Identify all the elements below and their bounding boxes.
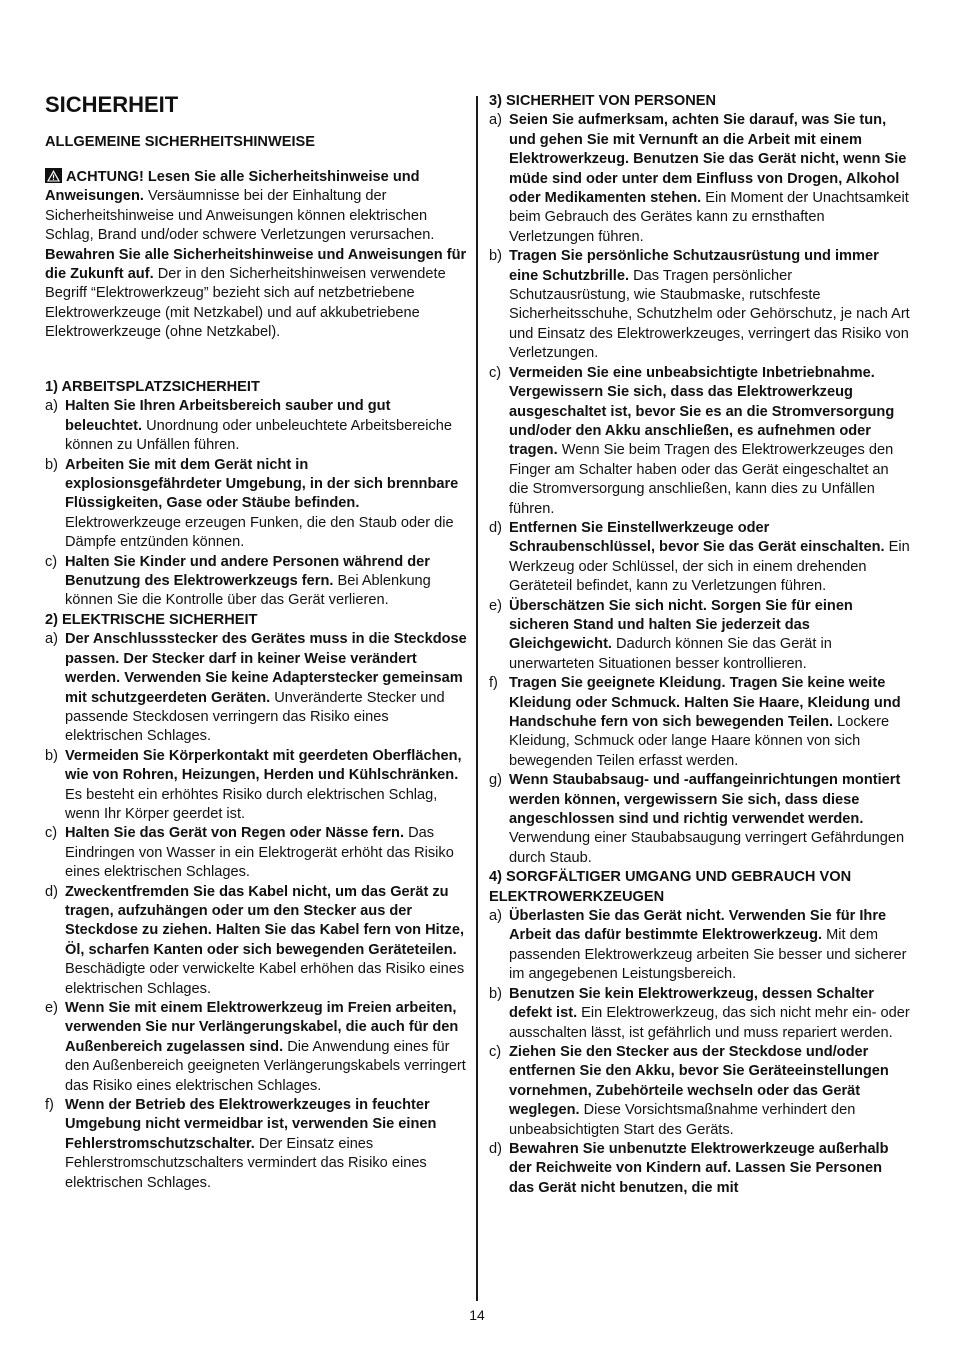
item-letter: e)	[45, 1000, 58, 1016]
page-number: 14	[469, 1307, 485, 1323]
item-letter: c)	[45, 553, 58, 570]
item-text: Die Anwendung eines für den Außenbereich geeigneten Verlängerungskabels verringert das Risiko eines elektrischen Schlages.	[65, 1038, 466, 1094]
general-keep-text: Der in den Sicherheitshinweisen verwendete Begriff “Elektrowerkzeug” bezieht sich auf netzbetriebene Elektrowerkzeuge (mit Netzkabel) und auf akkubetriebene Elektrowerkzeuge (ohne Netzkabel).	[45, 266, 446, 341]
section-heading: 1) ARBEITSPLATZSICHERHEIT	[45, 379, 260, 395]
item-bold: Halten Sie Kinder und andere Personen während der Benutzung des Elektrowerkzeugs fern.	[65, 553, 430, 590]
list-item	[45, 999, 467, 1096]
section-1	[45, 378, 467, 1193]
item-letter: f)	[45, 1097, 54, 1114]
item-bold: Vermeiden Sie eine unbeabsichtigte Inbetriebnahme. Vergewissern Sie sich, dass das Elektrowerkzeug ausgeschaltet ist, bevor Sie es an die Stromversorgung und/oder den Akku anschließen, es aufnehmen oder tragen.	[509, 364, 895, 459]
section-3	[489, 92, 911, 1198]
item-bold: Überlasten Sie das Gerät nicht. Verwenden Sie für Ihre Arbeit das dafür bestimmte Elektrowerkzeug.	[509, 908, 887, 944]
item-bold: Halten Sie Ihren Arbeitsbereich sauber und gut beleuchtet.	[65, 398, 391, 434]
list-item	[489, 247, 911, 363]
item-bold: Überschätzen Sie sich nicht. Sorgen Sie für einen sicheren Stand und halten Sie jederzeit das Gleichgewicht.	[509, 597, 853, 653]
item-letter: d)	[45, 883, 58, 900]
list-item	[45, 883, 467, 999]
list-item	[45, 397, 467, 455]
item-text: Verwendung einer Staubabsaugung verringert Gefährdungen durch Staub.	[509, 830, 905, 866]
list-item	[45, 553, 467, 611]
list-item	[489, 519, 911, 597]
item-letter: c)	[45, 825, 58, 842]
list-item	[45, 824, 467, 882]
item-text: Bei Ablenkung können Sie die Kontrolle über das Gerät verlieren.	[65, 573, 431, 609]
general-heading: ALLGEMEINE SICHERHEITSHINWEISE	[45, 134, 316, 150]
item-bold: Wenn Staubabsaug- und -auffangeinrichtungen montiert werden können, vergewissern Sie sich, dass diese angeschlossen sind und richtig verwendet werden.	[509, 772, 901, 828]
item-text: Unordnung oder unbeleuchtete Arbeitsbereiche können zu Unfällen führen.	[65, 417, 452, 454]
list-item	[45, 747, 467, 825]
list-item	[489, 111, 911, 247]
general-keep-bold: Bewahren Sie alle Sicherheitshinweise und Anweisungen für die Zukunft auf.	[45, 246, 467, 283]
item-text: Mit dem passenden Elektrowerkzeug arbeiten Sie besser und sicherer im angegebenen Leistungsbereich.	[509, 927, 907, 983]
item-text: Ein Elektrowerkzeug, das sich nicht mehr ein- oder ausschalten lässt, ist gefährlich und muss repariert werden.	[509, 1005, 910, 1041]
item-text: Unveränderte Stecker und passende Steckdosen verringern das Risiko eines elektrischen Schlages.	[65, 689, 445, 745]
list-item	[489, 771, 911, 868]
general-warning-paragraph	[45, 168, 467, 343]
item-bold: Ziehen Sie den Stecker aus der Steckdose und/oder entfernen Sie den Akku, bevor Sie Geräteeinstellungen vornehmen, Zubehörteile wechseln oder das Gerät weglegen.	[509, 1043, 889, 1119]
list-item	[489, 1043, 911, 1140]
item-bold: Bewahren Sie unbenutzte Elektrowerkzeuge außerhalb der Reichweite von Kindern auf. Lassen Sie Personen das Gerät nicht benutzen, die mit	[509, 1140, 889, 1196]
item-text: Dadurch können Sie das Gerät in unerwarteten Situationen besser kontrollieren.	[509, 636, 832, 672]
general-warning-bold: ACHTUNG! Lesen Sie alle Sicherheitshinweise und Anweisungen.	[45, 169, 420, 205]
list-item	[489, 364, 911, 519]
item-letter: b)	[45, 456, 58, 473]
section-heading: 3) SICHERHEIT VON PERSONEN	[489, 93, 717, 109]
section-heading: 2) ELEKTRISCHE SICHERHEIT	[45, 611, 258, 628]
item-bold: Seien Sie aufmerksam, achten Sie darauf, was Sie tun, und gehen Sie mit Vernunft an die Arbeit mit einem Elektrowerkzeug. Benutzen Sie das Gerät nicht, wenn Sie müde sind oder unter dem Einfluss von Drogen, Alkohol oder Medikamenten stehen.	[509, 112, 907, 207]
list-item	[489, 1140, 911, 1198]
column-divider	[476, 96, 478, 1301]
item-text: Das Eindringen von Wasser in ein Elektrogerät erhöht das Risiko eines elektrischen Schlages.	[65, 825, 454, 881]
item-text: Es besteht ein erhöhtes Risiko durch elektrischen Schlag, wenn Ihr Körper geerdet ist.	[65, 786, 438, 822]
list-item	[489, 597, 911, 675]
item-bold: Wenn der Betrieb des Elektrowerkzeuges in feuchter Umgebung nicht vermeidbar ist, verwenden Sie einen Fehlerstromschutzschalter.	[65, 1097, 437, 1152]
item-bold: Vermeiden Sie Körperkontakt mit geerdeten Oberflächen, wie von Rohren, Heizungen, Herden und Kühlschränken.	[65, 747, 462, 784]
item-text: Elektrowerkzeuge erzeugen Funken, die den Staub oder die Dämpfe entzünden können.	[65, 514, 454, 551]
list-item	[45, 456, 467, 553]
general-warning-text: Versäumnisse bei der Einhaltung der Sicherheitshinweise und Anweisungen können elektrischen Schlag, Brand und/oder schwere Verletzungen verursachen.	[45, 188, 435, 244]
item-bold: Der Anschlussstecker des Gerätes muss in die Steckdose passen. Der Stecker darf in keiner Weise verändert werden. Verwenden Sie keine Adapterstecker gemeinsam mit schutzgeerdeten Geräten.	[65, 631, 467, 706]
item-text: Das Tragen persönlicher Schutzausrüstung, wie Staubmaske, rutschfeste Sicherheitsschuhe, Schutzhelm oder Gehörschutz, je nach Art und Einsatz des Elektrowerkzeuges, verringert das Risiko von Verletzungen.	[509, 267, 910, 362]
item-letter: a)	[45, 631, 58, 648]
item-text: Diese Vorsichtsmaßnahme verhindert den unbeabsichtigten Start des Geräts.	[509, 1102, 856, 1138]
item-letter: a)	[489, 908, 502, 925]
page-title: SICHERHEIT	[45, 92, 179, 117]
list-item	[489, 674, 911, 771]
item-text: Ein Moment der Unachtsamkeit beim Gebrauch des Gerätes kann zu ernsthaften Verletzungen führen.	[509, 190, 909, 245]
item-letter: a)	[45, 398, 58, 415]
list-item	[45, 630, 467, 746]
item-bold: Tragen Sie geeignete Kleidung. Tragen Sie keine weite Kleidung oder Schmuck. Halten Sie Haare, Kleidung und Handschuhe fern von sich bewegenden Teilen.	[509, 675, 901, 730]
item-bold: Wenn Sie mit einem Elektrowerkzeug im Freien arbeiten, verwenden Sie nur Verlängerungskabel, die auch für den Außenbereich zugelassen sind.	[65, 1000, 459, 1055]
item-text: Der Einsatz eines Fehlerstromschutzschalters vermindert das Risiko eines elektrischen Schlages.	[65, 1135, 427, 1191]
item-letter: g)	[489, 772, 502, 789]
item-letter: e)	[489, 597, 502, 614]
list-item	[489, 907, 911, 985]
item-text: Lockere Kleidung, Schmuck oder lange Haare können von sich bewegenden Teilen erfasst werden.	[509, 714, 890, 769]
item-letter: b)	[45, 747, 58, 764]
item-bold: Benutzen Sie kein Elektrowerkzeug, dessen Schalter defekt ist.	[509, 985, 874, 1022]
item-letter: b)	[489, 985, 502, 1002]
item-text: Beschädigte oder verwickelte Kabel erhöhen das Risiko eines elektrischen Schlages.	[65, 961, 465, 997]
item-letter: d)	[489, 519, 502, 536]
item-letter: c)	[489, 1043, 502, 1060]
list-item	[489, 985, 911, 1043]
item-letter: f)	[489, 675, 498, 692]
item-letter: b)	[489, 248, 502, 265]
item-bold: Entfernen Sie Einstellwerkzeuge oder Schraubenschlüssel, bevor Sie das Gerät einschalten.	[509, 519, 885, 556]
item-bold: Halten Sie das Gerät von Regen oder Nässe fern.	[65, 825, 405, 842]
list-item	[45, 1096, 467, 1193]
item-bold: Arbeiten Sie mit dem Gerät nicht in explosionsgefährdeter Umgebung, in der sich brennbare Flüssigkeiten, Gase oder Stäube befinden.	[65, 456, 459, 512]
item-letter: d)	[489, 1140, 502, 1157]
item-bold: Zweckentfremden Sie das Kabel nicht, um das Gerät zu tragen, aufzuhängen oder um den Stecker aus der Steckdose zu ziehen. Halten Sie das Kabel fern von Hitze, Öl, scharfen Kanten oder sich bewegenden Geräteteilen.	[65, 883, 465, 958]
item-text: Ein Werkzeug oder Schlüssel, der sich in einem drehenden Geräteteil befindet, kann zu Verletzungen führen.	[509, 539, 910, 595]
item-letter: a)	[489, 112, 502, 129]
item-text: Wenn Sie beim Tragen des Elektrowerkzeuges den Finger am Schalter haben oder das Gerät eingeschaltet an die Stromversorgung anschließen, kann dies zu Unfällen führen.	[509, 442, 894, 517]
item-letter: c)	[489, 364, 502, 381]
section-heading: 4) SORGFÄLTIGER UMGANG UND GEBRAUCH VON ELEKTROWERKZEUGEN	[489, 869, 852, 905]
item-bold: Tragen Sie persönliche Schutzausrüstung und immer eine Schutzbrille.	[509, 248, 879, 284]
warning-triangle-icon	[45, 168, 62, 183]
